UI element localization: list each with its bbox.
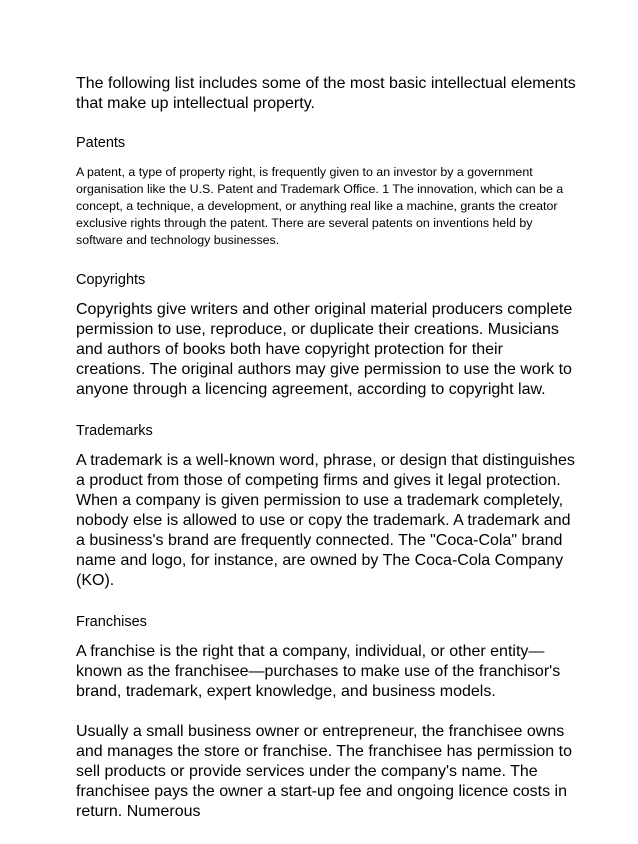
section-heading-copyrights: Copyrights <box>76 272 146 288</box>
document-content <box>76 74 576 844</box>
franchises-paragraph-1: A franchise is the right that a company, individual, or other entity—known as the franchisee—purchases to make use of the franchisor's brand, trademark, expert knowledge, and business models. <box>76 643 561 700</box>
section-heading-franchises: Franchises <box>76 614 147 630</box>
patents-paragraph: A patent, a type of property right, is frequently given to an investor by a government organisation like the U.S. Patent and Trademark Office. 1 The innovation, which can be a concept, a technique, a development, or anything real like a machine, grants the creator exclusive rights through the patent. There are several patents on inventions held by software and technology businesses. <box>76 165 564 247</box>
intro-paragraph: The following list includes some of the most basic intellectual elements that make up intellectual property. <box>76 75 576 112</box>
section-heading-patents: Patents <box>76 135 126 151</box>
copyrights-paragraph: Copyrights give writers and other original material producers complete permission to use, reproduce, or duplicate their creations. Musicians and authors of books both have copyright protection for their creations. The original authors may give permission to use the work to anyone through a licencing agreement, according to copyright law. <box>76 301 573 398</box>
trademarks-paragraph: A trademark is a well-known word, phrase, or design that distinguishes a product from those of competing firms and gives it legal protection. When a company is given permission to use a trademark completely, nobody else is allowed to use or copy the trademark. A trademark and a business's brand are frequently connected. The "Coca-Cola" brand name and logo, for instance, are owned by The Coca-Cola Company (KO). <box>76 452 575 589</box>
section-heading-trademarks: Trademarks <box>76 423 153 439</box>
franchises-paragraph-2: Usually a small business owner or entrepreneur, the franchisee owns and manages the store or franchise. The franchisee has permission to sell products or provide services under the company's name. The franchisee pays the owner a start-up fee and ongoing licence costs in return. Numerous <box>76 723 572 820</box>
